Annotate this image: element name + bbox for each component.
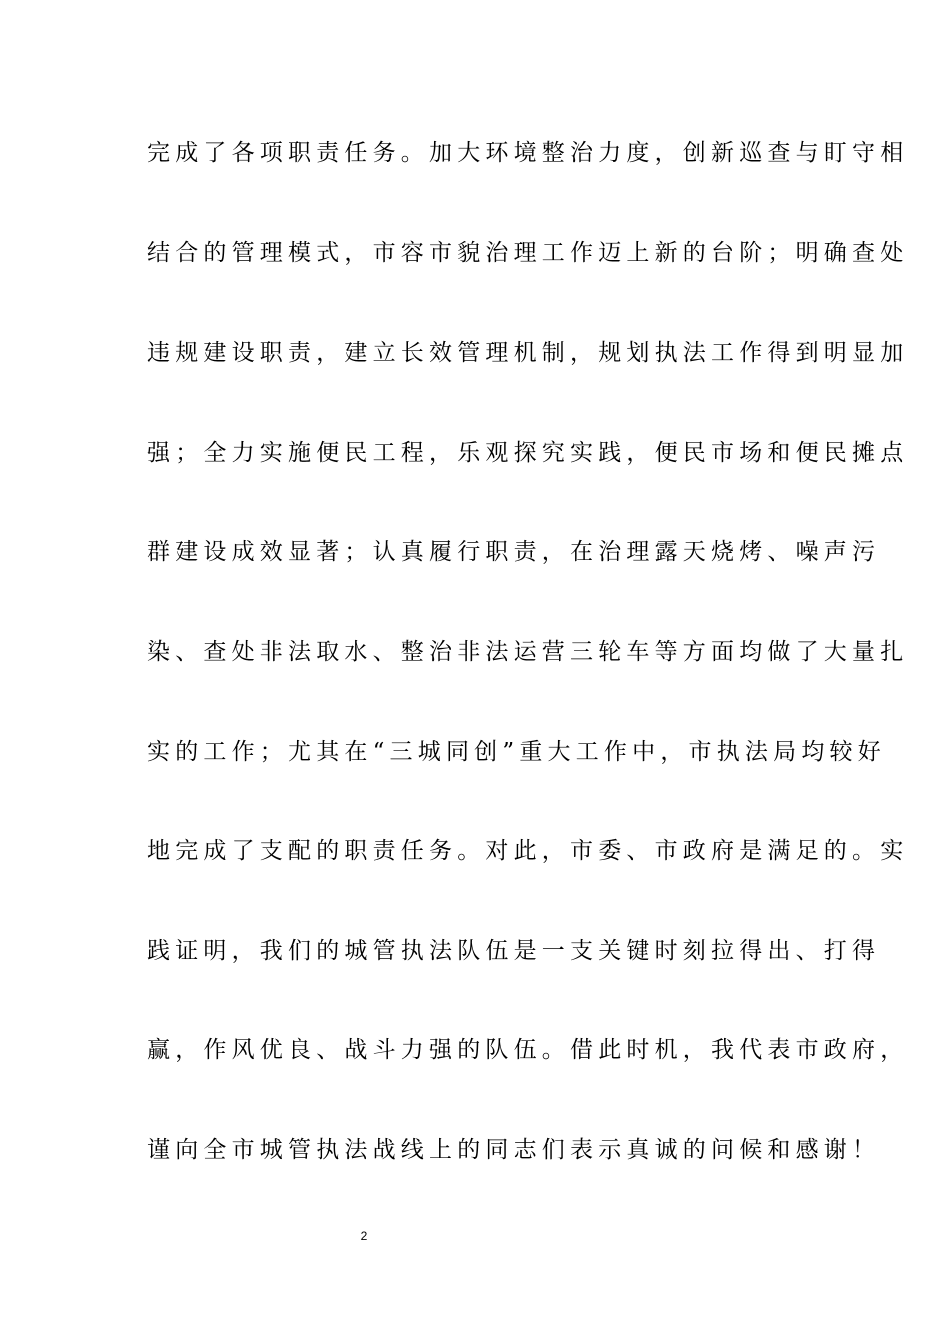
paragraph-line: 染、查处非法取水、整治非法运营三轮车等方面均做了大量扎: [147, 639, 909, 665]
paragraph-line: 违规建设职责，建立长效管理机制，规划执法工作得到明显加: [147, 340, 909, 366]
paragraph-line: 强；全力实施便民工程，乐观探究实践，便民市场和便民摊点: [147, 440, 909, 466]
paragraph-line: 结合的管理模式，市容市貌治理工作迈上新的台阶；明确查处: [147, 240, 909, 266]
paragraph-line: 完成了各项职责任务。加大环境整治力度，创新巡查与盯守相: [147, 140, 909, 166]
paragraph-line: 谨向全市城管执法战线上的同志们表示真诚的问候和感谢！: [147, 1137, 881, 1163]
paragraph-line: 实的工作；尤其在“三城同创”重大工作中，市执法局均较好: [147, 739, 886, 765]
page-number: 2: [360, 1229, 368, 1243]
paragraph-line: 践证明，我们的城管执法队伍是一支关键时刻拉得出、打得: [147, 938, 881, 964]
paragraph-line: 地完成了支配的职责任务。对此，市委、市政府是满足的。实: [147, 838, 909, 864]
paragraph-line: 赢，作风优良、战斗力强的队伍。借此时机，我代表市政府，: [147, 1037, 909, 1063]
paragraph-line: 群建设成效显著；认真履行职责，在治理露天烧烤、噪声污: [147, 539, 881, 565]
